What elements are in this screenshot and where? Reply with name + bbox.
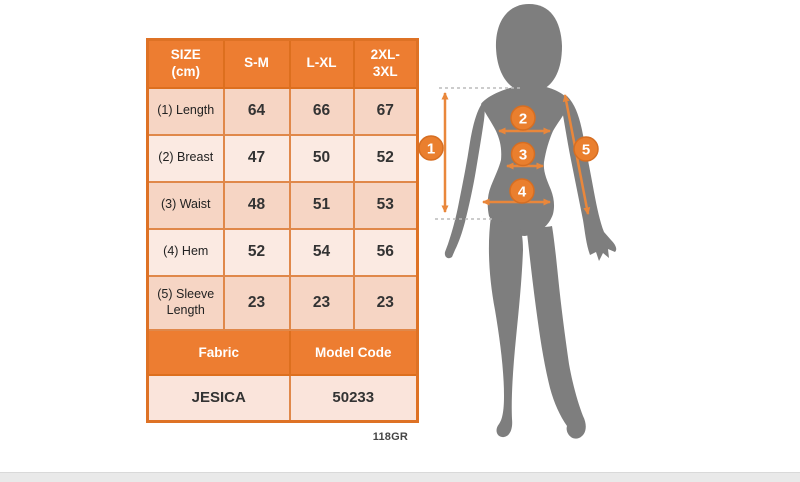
cell-value: 51 (290, 182, 354, 229)
female-silhouette-diagram (415, 0, 640, 450)
row-label-length: (1) Length (148, 88, 224, 135)
header-size-cm (148, 40, 224, 88)
header-col-sm: S-M (224, 40, 290, 88)
cell-value: 47 (224, 135, 290, 182)
cell-value: 48 (224, 182, 290, 229)
cell-value: 53 (354, 182, 418, 229)
cell-value: 52 (354, 135, 418, 182)
cell-value: 56 (354, 229, 418, 276)
table-row (148, 135, 418, 182)
marker-number-5: 5 (581, 141, 591, 159)
marker-number-1: 1 (426, 140, 436, 158)
table-row (148, 276, 418, 330)
header-size-cm-label: SIZE (cm) (170, 46, 201, 79)
table-footer-value-row (148, 375, 418, 422)
header-fabric: Fabric (148, 330, 290, 375)
row-label-hem: (4) Hem (148, 229, 224, 276)
cell-value: 23 (224, 276, 290, 330)
bottom-divider-bar (0, 472, 800, 482)
fabric-value: JESICA (148, 375, 290, 422)
row-label-waist: (3) Waist (148, 182, 224, 229)
cell-value: 52 (224, 229, 290, 276)
model-code-value: 50233 (290, 375, 418, 422)
size-chart-table (146, 38, 419, 423)
cell-value: 66 (290, 88, 354, 135)
marker-number-2: 2 (518, 110, 528, 128)
measurement-diagram (415, 0, 640, 450)
table-row (148, 229, 418, 276)
table-row (148, 182, 418, 229)
woman-silhouette (445, 4, 616, 439)
header-col-2xl3xl-label: 2XL-3XL (370, 46, 400, 79)
row-label-breast: (2) Breast (148, 135, 224, 182)
silhouette-right-leg (526, 224, 586, 439)
cell-value: 23 (290, 276, 354, 330)
table-row (148, 88, 418, 135)
silhouette-left-leg (489, 216, 523, 437)
cell-value: 64 (224, 88, 290, 135)
silhouette-left-arm (445, 102, 485, 258)
header-col-2xl3xl (354, 40, 418, 88)
cell-value: 67 (354, 88, 418, 135)
marker-number-3: 3 (518, 146, 528, 164)
weight-note: 118GR (372, 431, 408, 443)
table-header-row (148, 40, 418, 88)
row-label-sleeve-length: (5) Sleeve Length (148, 276, 224, 330)
table-footer-header-row (148, 330, 418, 375)
marker-number-4: 4 (517, 183, 527, 201)
header-model-code: Model Code (290, 330, 418, 375)
header-col-lxl: L-XL (290, 40, 354, 88)
cell-value: 54 (290, 229, 354, 276)
size-table-area (146, 38, 416, 423)
cell-value: 50 (290, 135, 354, 182)
cell-value: 23 (354, 276, 418, 330)
